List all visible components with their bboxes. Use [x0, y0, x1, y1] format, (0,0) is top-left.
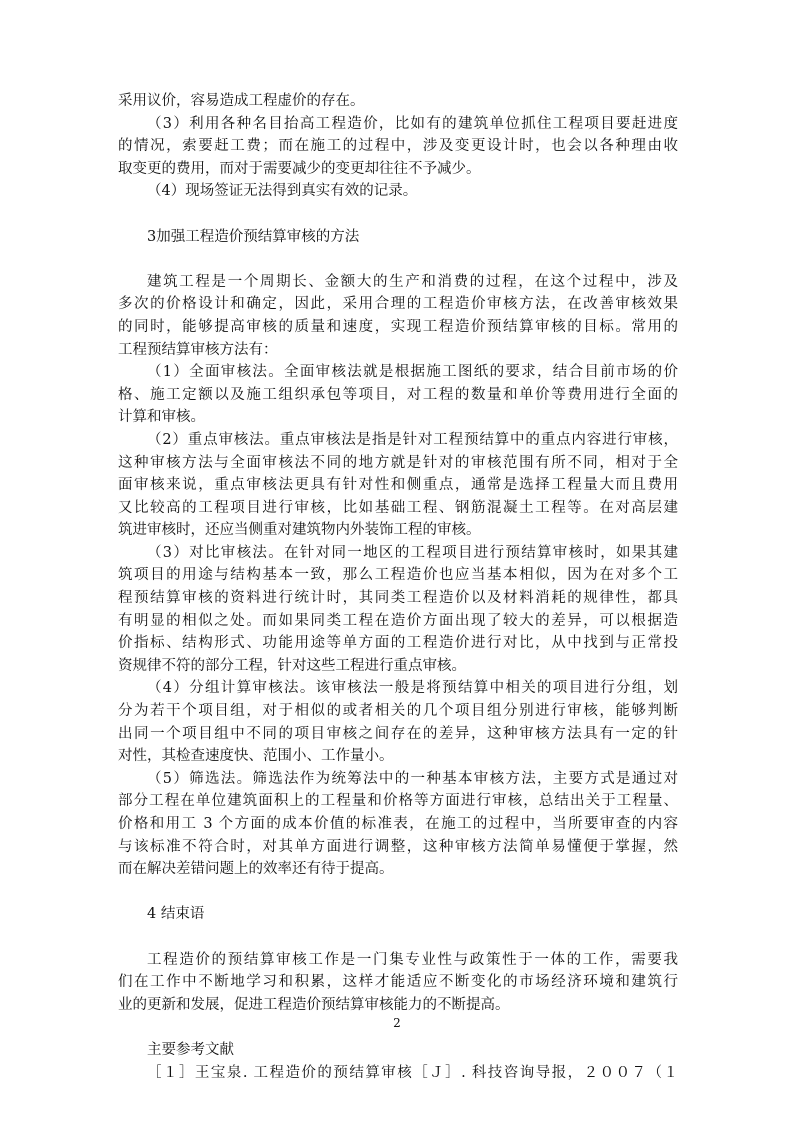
method-1-paragraph	[118, 361, 678, 429]
text-line: 对性，其检查速度快、范围小、工作量小。	[118, 748, 394, 765]
text-line: 工程造价的预结算审核工作是一门集专业性与政策性于一体的工作，需要我	[147, 951, 678, 968]
text-line: 价指标、结构形式、功能用途等单方面的工程造价进行对比，从中找到与正常投	[118, 635, 678, 652]
section-3-heading: 3加强工程造价预结算审核的方法	[147, 228, 360, 245]
text-line: 有明显的相似之处。而如果同类工程在造价方面出现了较大的差异，可以根据造	[118, 612, 678, 629]
method-5-paragraph	[118, 768, 678, 881]
text-line: （3）对比审核法。在针对同一地区的工程项目进行预结算审核时，如果其建	[147, 544, 678, 561]
text-line: （4）现场签证无法得到真实有效的记录。	[147, 183, 418, 200]
spacer	[118, 881, 678, 904]
reference-item: ［１］王宝泉. 工程造价的预结算审核［Ｊ］. 科技咨询导报，２００７（１	[147, 1064, 678, 1081]
spacer	[118, 248, 678, 271]
spacer	[118, 926, 678, 949]
text-line: 的同时，能够提高审核的质量和速度，实现工程造价预结算审核的目标。常用的	[118, 318, 678, 335]
method-4-paragraph	[118, 677, 678, 767]
text-line: 面审核来说，重点审核法更具有针对性和侧重点，通常是选择工程量大而且费用	[118, 477, 678, 494]
text-line: 计算和审核。	[118, 409, 205, 426]
text-line: 又比较高的工程项目进行审核，比如基础工程、钢筋混凝土工程等。在对高层建	[118, 499, 678, 516]
section-4-heading: 4 结束语	[147, 906, 205, 923]
text-line: 出同一个项目组中不同的项目审核之间存在的差异，这种审核方法具有一定的针	[118, 725, 678, 742]
text-line: 分为若干个项目组，对于相似的或者相关的几个项目组分别进行审核，能够判断	[118, 703, 678, 720]
text-line: 格、施工定额以及施工组织承包等项目，对工程的数量和单价等费用进行全面的	[118, 386, 678, 403]
method-2-paragraph	[118, 429, 678, 542]
text-line: 建筑工程是一个周期长、金额大的生产和消费的过程，在这个过程中，涉及	[147, 273, 678, 290]
references-heading: 主要参考文献	[147, 1041, 234, 1058]
text-line: 工程预结算审核方法有：	[118, 341, 278, 358]
text-line: 们在工作中不断地学习和积累，这样才能适应不断变化的市场经济环境和建筑行	[118, 974, 678, 991]
text-line: 业的更新和发展，促进工程造价预结算审核能力的不断提高。	[118, 996, 510, 1013]
text-line: （2）重点审核法。重点审核法是指是针对工程预结算中的重点内容进行审核，	[147, 431, 678, 448]
conclusion-paragraph	[118, 949, 678, 1017]
text-line: 部分工程在单位建筑面积上的工程量和价格等方面进行审核，总结出关于工程量、	[118, 793, 678, 810]
section-3-intro-paragraph	[118, 271, 678, 361]
text-line: 价格和用工 3 个方面的成本价值的标准表，在施工的过程中，当所要审查的内容	[118, 816, 678, 832]
page-number: 2	[393, 1016, 401, 1030]
text-line: （1）全面审核法。全面审核法就是根据施工图纸的要求，结合目前市场的价	[147, 364, 678, 381]
intro-block	[118, 90, 678, 203]
method-3-paragraph	[118, 542, 678, 678]
text-line: （4）分组计算审核法。该审核法一般是将预结算中相关的项目进行分组，划	[147, 680, 678, 697]
text-line: 这种审核方法与全面审核法不同的地方就是针对的审核范围有所不同，相对于全	[118, 454, 678, 471]
text-line: 而在解决差错问题上的效率还有待于提高。	[118, 861, 394, 878]
text-line: 取变更的费用，而对于需要减少的变更却往往不予减少。	[118, 160, 481, 177]
text-line: 程预结算审核的资料进行统计时，其同类工程造价以及材料消耗的规律性，都具	[118, 590, 678, 607]
document-body	[118, 90, 678, 1084]
spacer	[118, 203, 678, 226]
text-line: （5）筛选法。筛选法作为统筹法中的一种基本审核方法，主要方式是通过对	[147, 770, 678, 787]
text-line: 多次的价格设计和确定，因此，采用合理的工程造价审核方法，在改善审核效果	[118, 296, 678, 313]
text-line: 采用议价，容易造成工程虚价的存在。	[118, 93, 365, 109]
text-line: 筑项目的用途与结构基本一致，那么工程造价也应当基本相似，因为在对多个工	[118, 567, 678, 584]
text-line: 的情况，索要赶工费；而在施工的过程中，涉及变更设计时，也会以各种理由收	[118, 138, 678, 155]
text-line: 与该标准不符合时，对其单方面进行调整，这种审核方法简单易懂便于掌握，然	[118, 838, 678, 855]
text-line: 筑进审核时，还应当侧重对建筑物内外装饰工程的审核。	[118, 522, 481, 539]
text-line: （3）利用各种名目抬高工程造价，比如有的建筑单位抓住工程项目要赶进度	[147, 115, 678, 132]
text-line: 资规律不符的部分工程，针对这些工程进行重点审核。	[118, 657, 466, 674]
